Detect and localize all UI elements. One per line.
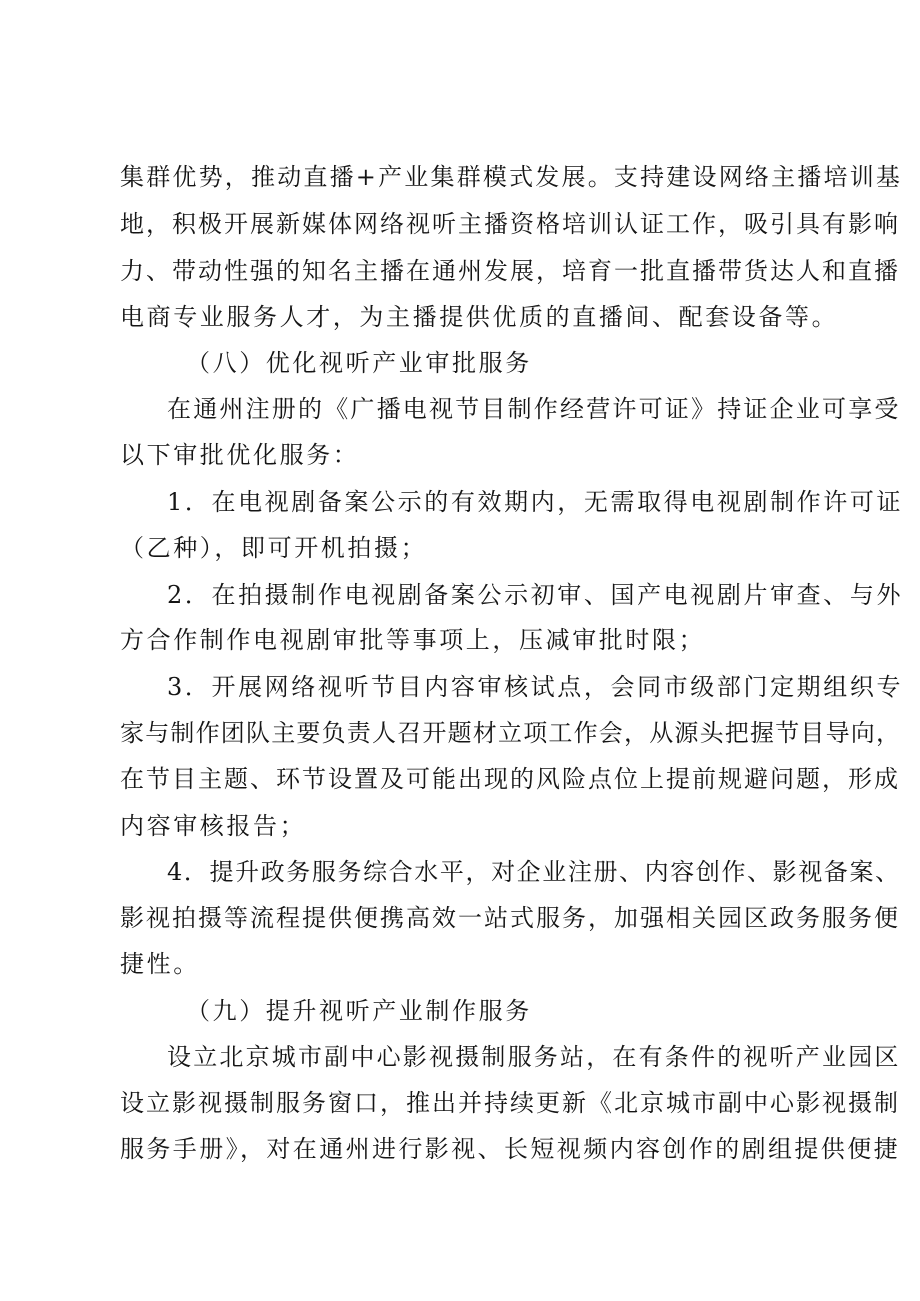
- paragraph-line: 设立北京城市副中心影视摄制服务站，在有条件的视听产业园区: [167, 1043, 901, 1071]
- paragraph-line: 家与制作团队主要负责人召开题材立项工作会，从源头把握节目导向，: [120, 719, 902, 747]
- paragraph-line: 影视拍摄等流程提供便携高效一站式服务，加强相关园区政务服务便: [120, 904, 900, 932]
- section-heading-8: （八）优化视听产业审批服务: [186, 349, 532, 377]
- section-heading-9: （九）提升视听产业制作服务: [186, 997, 532, 1025]
- paragraph-line: 方合作制作电视剧审批等事项上，压减审批时限；: [120, 626, 706, 654]
- list-item-4: 4．提升政务服务综合水平，对企业注册、内容创作、影视备案、: [167, 858, 901, 886]
- paragraph-line: 以下审批优化服务：: [120, 441, 360, 469]
- paragraph-line: 在通州注册的《广播电视节目制作经营许可证》持证企业可享受: [167, 395, 901, 423]
- paragraph-line: 设立影视摄制服务窗口，推出并持续更新《北京城市副中心影视摄制: [120, 1089, 900, 1117]
- paragraph-line: 内容审核报告；: [120, 812, 307, 840]
- paragraph-line: 地，积极开展新媒体网络视听主播资格培训认证工作，吸引具有影响: [120, 210, 900, 238]
- paragraph-line: 电商专业服务人才，为主播提供优质的直播间、配套设备等。: [120, 303, 839, 331]
- list-item-2: 2．在拍摄制作电视剧备案公示初审、国产电视剧片审查、与外: [167, 581, 904, 609]
- list-item-1: 1．在电视剧备案公示的有效期内，无需取得电视剧制作许可证: [167, 488, 904, 516]
- paragraph-line: 力、带动性强的知名主播在通州发展，培育一批直播带货达人和直播: [120, 257, 900, 285]
- paragraph-line: 服务手册》，对在通州进行影视、长短视频内容创作的剧组提供便捷: [120, 1135, 900, 1163]
- paragraph-line: 集群优势，推动直播+产业集群模式发展。支持建设网络主播培训基: [120, 163, 903, 191]
- list-item-3: 3．开展网络视听节目内容审核试点，会同市级部门定期组织专: [167, 673, 904, 701]
- paragraph-line: 捷性。: [120, 950, 200, 978]
- paragraph-line: 在节目主题、环节设置及可能出现的风险点位上提前规避问题，形成: [120, 765, 900, 793]
- paragraph-line: （乙种），即可开机拍摄；: [120, 534, 428, 562]
